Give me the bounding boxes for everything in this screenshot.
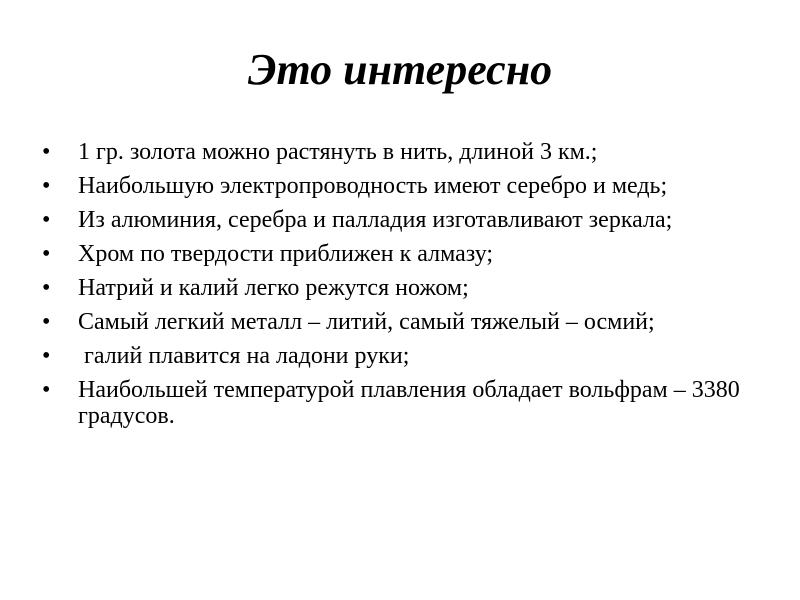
bullet-item: • Натрий и калий легко режутся ножом; <box>40 275 740 301</box>
bullet-item: • Хром по твердости приближен к алмазу; <box>40 241 740 267</box>
bullet-item: • 1 гр. золота можно растянуть в нить, длиной 3 км.; <box>40 139 740 165</box>
bullet-item: • Наибольшей температурой плавления обладает вольфрам – 3380 градусов. <box>40 377 740 429</box>
slide-title: Это интересно <box>247 45 553 94</box>
bullet-item: • Из алюминия, серебра и палладия изготавливают зеркала; <box>40 207 740 233</box>
bullet-item: • галий плавится на ладони руки; <box>40 343 740 369</box>
bullet-item: • Наибольшую электропроводность имеют серебро и медь; <box>40 173 740 199</box>
bullet-list <box>40 139 740 437</box>
bullet-item: • Самый легкий металл – литий, самый тяжелый – осмий; <box>40 309 740 335</box>
